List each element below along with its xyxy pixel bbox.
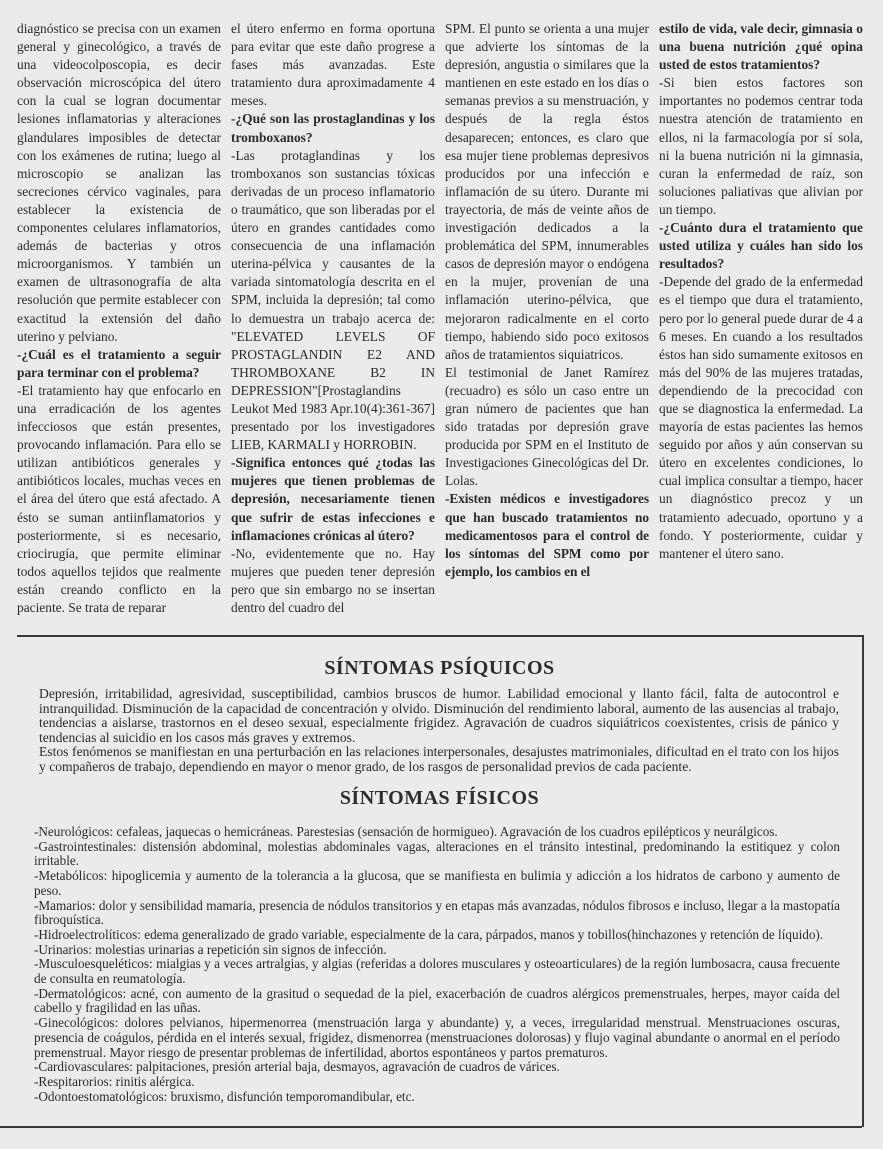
paragraph: el útero enfermo en forma oportuna para evitar que este daño progrese a fases más avanzadas. Este tratamiento dura aproximadamente 4 meses. <box>231 21 435 109</box>
list-item: -Neurológicos: cefaleas, jaquecas o hemicráneas. Parestesias (sensación de hormigueo). Agravación de los cuadros epilépticos y neurálgicos. <box>34 824 778 839</box>
bottom-divider <box>0 1126 862 1128</box>
column-2 <box>231 20 435 620</box>
symptoms-box <box>17 635 864 1127</box>
list-item: -Musculoesqueléticos: mialgias y a veces artralgias, y algias (referidas a dolores musculares y osteoarticulares) de la región lumbosacra, causa frecuente de consulta en reumatología. <box>34 956 840 987</box>
paragraph: -No, evidentemente que no. Hay mujeres que pueden tener depresión pero que sin embargo no se insertan dentro del cuadro del <box>231 545 435 615</box>
article-columns <box>17 20 863 620</box>
list-item: -Mamarios: dolor y sensibilidad mamaria, presencia de nódulos transitorios y en etapas más avanzadas, nódulos fibrosos e incluso, llegar a la mastopatía fibroquística. <box>34 897 840 928</box>
list-item: -Odontoestomatológicos: bruxismo, disfunción temporomandibular, etc. <box>34 1088 415 1104</box>
interview-question: -Existen médicos e investigadores que han buscado tratamientos no medicamentosos para el control de los síntomas del SPM como por ejemplo, los cambios en el <box>445 491 649 579</box>
paragraph: Estos fenómenos se manifiestan en una perturbación en las relaciones interpersonales, desajustes matrimoniales, dificultad en el trato con los hijos y compañeros de trabajo, dependiendo en mayor o menor grado, de los rasgos de personalidad previos de cada paciente. <box>39 744 839 774</box>
paragraph: -Depende del grado de la enfermedad es el tiempo que dura el tratamiento, pero por lo general puede durar de 4 a 6 meses. En cuando a los resultados éstos han sido sumamente exitosos en más del 90% de las mujeres tratadas, dependiendo de la precocidad con que se diagnostica la enfermedad. La mayoría de estas pacientes las hemos seguido por años y aún conservan su útero en excelentes condiciones, lo cual implica consultar a tiempo, hacer un diagnóstico precoz y un tratamiento adecuado, oportuno y a fondo. Y posteriormente, cuidar y mantener el útero sano. <box>659 274 863 561</box>
physical-symptoms-list <box>34 825 840 1104</box>
section-title-psiquicos: SÍNTOMAS PSÍQUICOS <box>324 657 555 679</box>
interview-question: -¿Qué son las prostaglandinas y los tromboxanos? <box>231 111 435 145</box>
paragraph: -Las protaglandinas y los tromboxanos son sustancias tóxicas derivadas de un proceso inflamatorio o traumático, que son liberadas por el útero en grandes cantidades como consecuencia de una inflamación uterina-pélvica y causantes de la variada sintomatología descrita en el SPM, incluida la depresión; tal como lo demuestra un trabajo acerca de: "ELEVATED LEVELS OF PROSTAGLANDIN E2 AND THROMBOXANE B2 IN DEPRESSION"[Prostaglandins Leukot Med 1983 Apr.10(4):361-367] presentado por los investigadores LIEB, KARMALI y HORROBIN. <box>231 147 435 453</box>
paragraph: diagnóstico se precisa con un examen general y ginecológico, a través de una videocolposcopia, es decir observación microscópica del útero con la cual se logran documentar lesiones inflamatorias y alteraciones glandulares imposibles de detectar con los exámenes de rutina; luego al microscopio se analizan las secreciones cérvico vaginales, para establecer la existencia de componentes celulares inflamatorios, además de bacterias y otros microorganismos. Y también un examen de ultrasonografía de alta resolución que permite establecer con exactitud la extensión del daño uterino y pelviano. <box>17 21 221 344</box>
paragraph: SPM. El punto se orienta a una mujer que advierte los síntomas de la depresión, angustia o similares que la mantienen en este estado en los días o semanas previos a su menstruación, y después de la regla éstos desaparecen; entonces, es claro que esa mujer tiene problemas depresivos producidos por una infección e inflamación de su útero. Durante mi trayectoria, de más de veinte años de investigación dedicados a la problemática del SPM, innumerables casos de depresión mayor o endógena en la mujer, provenían de una inflamación uterino-pélvica, que mejoraron radicalmente en el corto tiempo, habiendo sido poco exitosos años de tratamientos siquiatricos. <box>445 21 649 362</box>
list-item: -Cardiovasculares: palpitaciones, presión arterial baja, desmayos, agravación de cuadros de várices. <box>34 1059 560 1075</box>
list-item: -Urinarios: molestias urinarias a repetición sin signos de infección. <box>34 941 387 957</box>
interview-question: estilo de vida, vale decir, gimnasia o una buena nutrición ¿qué opina usted de estos tratamientos? <box>659 21 863 73</box>
paragraph: -El tratamiento hay que enfocarlo en una erradicación de los agentes infecciosos que están presentes, provocando inflamación. Para ello se utilizan antibióticos generales y antibióticos locales, muchas veces en el área del útero que está afectado. A ésto se suman antiinflamatorios y posteriormente, si es necesario, criocirugía, que permite eliminar todos aquellos tejidos que realmente están creando conflicto en la paciente. Se trata de reparar <box>17 382 221 615</box>
list-item: -Dermatológicos: acné, con aumento de la grasitud o sequedad de la piel, exacerbación de cuadros alérgicos premenstruales, herpes, mayor caída del cabello y fragilidad en las uñas. <box>34 985 840 1016</box>
column-1 <box>17 20 221 620</box>
interview-question: -¿Cuánto dura el tratamiento que usted utiliza y cuáles han sido los resultados? <box>659 220 863 272</box>
interview-question: -¿Cuál es el tratamiento a seguir para terminar con el problema? <box>17 346 221 380</box>
paragraph: El testimonial de Janet Ramírez (recuadro) es sólo un caso entre un gran número de pacientes que han sido tratadas por depresión grave producida por SPM en el Instituto de Investigaciones Ginecológicas del Dr. Lolas. <box>445 364 649 489</box>
list-item: -Gastrointestinales: distensión abdominal, molestias abdominales vagas, alteraciones en el tránsito intestinal, predominando la estitiquez y colon irritable. <box>34 838 840 869</box>
paragraph: Depresión, irritabilidad, agresividad, susceptibilidad, cambios bruscos de humor. Labilidad emocional y llanto fácil, falta de autocontrol e intranquilidad. Disminución de la capacidad de concentración y olvido. Disminución del rendimiento laboral, aumento de las ausencias al trabajo, tendencias a aislarse, trastornos en el deseo sexual, especialmente frigidez. Agravación de cuadros siquiátricos coexistentes, crisis de pánico y tendencias al suicidio en los casos más graves y extremos. <box>39 686 839 745</box>
list-item: -Metabólicos: hipoglicemia y aumento de la tolerancia a la glucosa, que se manifiesta en bulimia y adicción a los hidratos de carbono y aumento de peso. <box>34 868 840 898</box>
column-3 <box>445 20 649 620</box>
list-item: -Ginecológicos: dolores pelvianos, hipermenorrea (menstruación larga y abundante) y, a veces, irregularidad menstrual. Menstruaciones oscuras, presencia de coágulos, pérdida en el interés sexual, frigidez, dismenorrea (menstruaciones dolorosas) y flujo vaginal abundante o anormal en el período premenstrual. Mayor riesgo de presentar problemas de infertilidad, abortos espontáneos y partos prematuros. <box>34 1015 840 1060</box>
section-title-fisicos: SÍNTOMAS FÍSICOS <box>339 787 540 809</box>
column-4 <box>659 20 863 620</box>
paragraph: -Si bien estos factores son importantes no podemos centrar toda nuestra atención de tratamiento en ellos, ni la farmacología por sí sola, ni la buena nutrición ni la gimnasia, curan la enfermedad de raíz, son soluciones paliativas que alivian por un tiempo. <box>659 75 863 217</box>
psychic-symptoms-text <box>39 687 839 775</box>
interview-question: -Significa entonces qué ¿todas las mujeres que tienen problemas de depresión, necesariamente tienen que sufrir de estas infecciones e inflamaciones crónicas al útero? <box>231 455 435 543</box>
list-item: -Respitarorios: rinitis alérgica. <box>34 1073 195 1089</box>
list-item: -Hidroelectrolíticos: edema generalizado de grado variable, especialmente de la cara, párpados, manos y tobillos(hinchazones y retención de líquido). <box>34 926 824 942</box>
